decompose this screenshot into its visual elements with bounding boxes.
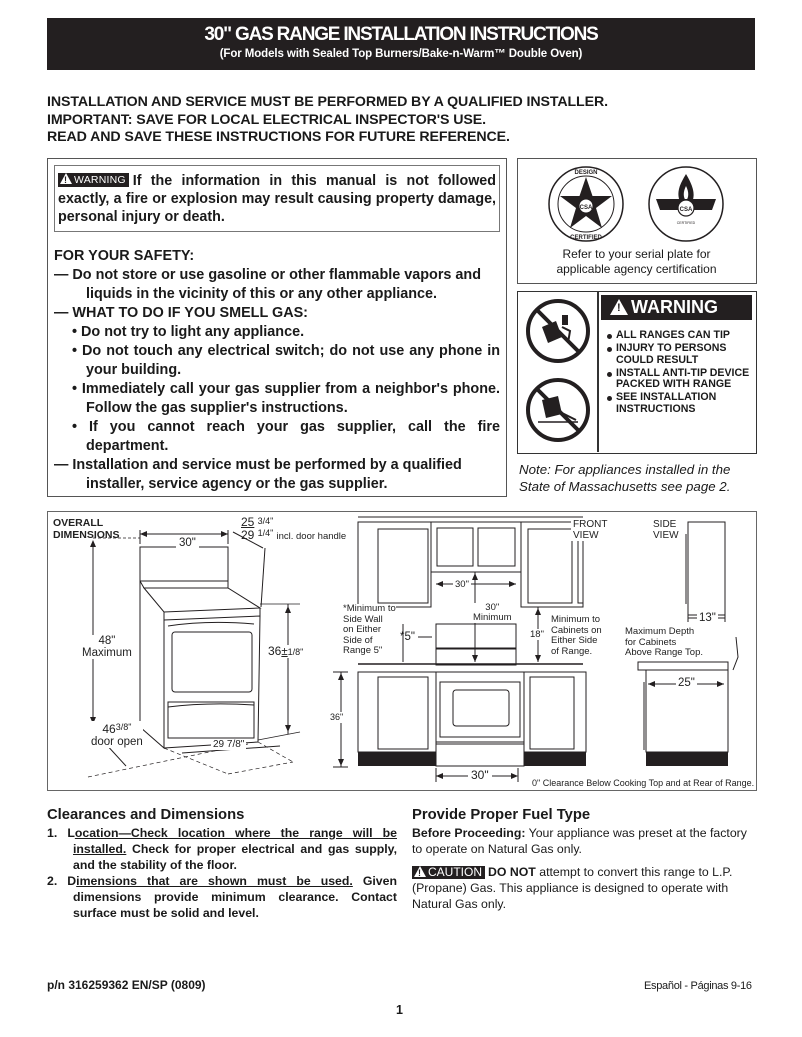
intro-line: IMPORTANT: SAVE FOR LOCAL ELECTRICAL INSPECTOR'S USE. <box>47 111 486 128</box>
vertical-clearance: 18" <box>530 629 544 640</box>
warning-badge <box>58 173 129 187</box>
tip-warning-item: INSTALL ANTI-TIP DEVICE PACKED WITH RANGE <box>606 368 756 391</box>
document-subtitle: (For Models with Sealed Top Burners/Bake-n-Warm™ Double Oven) <box>219 48 583 60</box>
warning-triangle-icon <box>610 299 628 315</box>
tip-warning-item: SEE INSTALLATION INSTRUCTIONS <box>606 392 756 415</box>
divider <box>597 292 599 452</box>
svg-text:CERTIFIED: CERTIFIED <box>676 221 696 225</box>
warning-triangle-icon <box>414 866 426 877</box>
section-title: Clearances and Dimensions <box>47 807 245 823</box>
intro-notice <box>47 94 755 147</box>
gas-bullet: • If you cannot reach your gas supplier, call the fire department. <box>72 419 500 454</box>
csa-flame-logo <box>646 164 726 244</box>
max-depth-note: Maximum Depth for Cabinets Above Range Top. <box>625 626 703 658</box>
fuel-type-section <box>412 806 757 919</box>
document-title: 30" GAS RANGE INSTALLATION INSTRUCTIONS <box>204 24 598 45</box>
warning-text: If the information in this manual is not followed exactly, a fire or explosion may result causing property damage, personal injury or death. <box>58 173 496 225</box>
safety-box <box>47 158 507 497</box>
svg-text:DESIGN: DESIGN <box>574 170 598 176</box>
max-height-dimension: 48" Maximum <box>82 635 132 659</box>
gas-bullet: • Do not touch any electrical switch; do not use any phone in your building. <box>72 343 500 378</box>
part-number: p/n 316259362 EN/SP (0809) <box>47 978 206 992</box>
clearance-item: 2. Dimensions that are shown must be used. Given dimensions provide minimum clearance. Contact surface must be solid and level. <box>47 874 397 920</box>
caution-badge: !CAUTION <box>412 866 485 879</box>
certification-box <box>517 158 757 284</box>
base-cabinet-height: 36" <box>330 712 344 722</box>
clearances-section <box>47 806 397 921</box>
clearances-list <box>47 825 397 921</box>
intro-line: INSTALLATION AND SERVICE MUST BE PERFORMED BY A QUALIFIED INSTALLER. <box>47 94 608 110</box>
door-open-dimension: $46^{3/8"}$ door open <box>91 722 143 748</box>
side-view-label: SIDE VIEW <box>653 519 679 541</box>
safety-instructions <box>54 247 500 494</box>
certification-caption <box>518 247 755 277</box>
front-view-label: FRONT VIEW <box>573 519 608 541</box>
caution-text: !CAUTION DO NOT attempt to convert this range to L.P. (Propane) Gas. This appliance is designed to operate with Natural Gas only. <box>412 864 757 912</box>
anti-tip-warning <box>517 291 757 454</box>
warning-callout <box>54 165 500 232</box>
floor-depth-dimension: 29 7/8" <box>213 739 245 750</box>
spanish-pages-note: Español - Páginas 9-16 <box>644 980 752 992</box>
tip-warning-list <box>606 330 756 417</box>
safety-item: — Installation and service must be performed by a qualified installer, service agency or the gas supplier. <box>54 457 462 492</box>
depth-dimension: 25 3/4" <box>241 515 274 529</box>
range-width: 30" <box>468 769 492 781</box>
title-banner <box>47 18 755 70</box>
tipping-range-prohibited-icon <box>524 297 592 365</box>
tip-warning-item: INJURY TO PERSONS COULD RESULT <box>606 343 756 366</box>
svg-text:CERTIFIED: CERTIFIED <box>570 235 602 241</box>
before-proceeding-text: Before Proceeding: Your appliance was preset at the factory to operate on Natural Gas only. <box>412 826 747 856</box>
side-wall-clearance: *5" <box>400 631 415 643</box>
massachusetts-note: Note: For appliances installed in the State of Massachusetts see page 2. <box>519 462 731 494</box>
counter-height-dimension: 36±1/8" <box>268 644 304 658</box>
cabinet-height-clearance: 30" Minimum <box>473 602 512 623</box>
caption-line: applicable agency certification <box>556 262 717 276</box>
tip-warning-item: ALL RANGES CAN TIP <box>606 330 756 342</box>
warning-badge-label: WARNING <box>74 174 126 186</box>
safety-heading: FOR YOUR SAFETY: <box>54 248 195 264</box>
depth-with-handle-dimension: 29 $^{1/4"}$ incl. door handle <box>241 528 347 542</box>
cabinet-clearance-note: Minimum to Cabinets on Either Side of Range. <box>551 614 602 657</box>
width-dimension: 30" <box>176 537 199 549</box>
svg-text:CSA: CSA <box>679 207 693 213</box>
intro-line: READ AND SAVE THESE INSTRUCTIONS FOR FUTURE REFERENCE. <box>47 129 510 145</box>
svg-text:CSA: CSA <box>579 205 593 211</box>
tip-warning-label: WARNING <box>631 297 718 317</box>
upper-cabinet-depth: 13" <box>699 612 716 624</box>
cabinet-opening-width: 30" <box>455 579 469 590</box>
counter-depth: 25" <box>678 677 695 689</box>
gas-bullet: • Immediately call your gas supplier from a neighbor's phone. Follow the gas supplier's instructions. <box>72 381 500 416</box>
gas-bullet: • Do not try to light any appliance. <box>72 324 305 340</box>
zero-clearance-note: 0" Clearance Below Cooking Top and at Rear of Range. <box>532 778 755 788</box>
section-title: Provide Proper Fuel Type <box>412 807 591 823</box>
caption-line: Refer to your serial plate for <box>562 247 711 261</box>
warning-triangle-icon <box>60 173 72 184</box>
tip-warning-heading <box>601 295 752 320</box>
overall-dimensions-title: OVERALL DIMENSIONS <box>53 517 120 541</box>
clearance-item: 1. Location—Check location where the range will be installed. Check for proper electrical and gas supply, and the stability of the floor. <box>47 826 397 872</box>
dimensions-diagram <box>47 511 757 791</box>
design-certified-logo <box>546 164 626 244</box>
page-number: 1 <box>396 1003 403 1017</box>
side-wall-note: *Minimum to Side Wall on Either Side of Range 5" <box>343 603 396 656</box>
safety-item: — WHAT TO DO IF YOU SMELL GAS: <box>54 305 308 321</box>
crushed-person-prohibited-icon <box>524 376 592 444</box>
safety-item: — Do not store or use gasoline or other flammable vapors and liquids in the vicinity of this or any other appliance. <box>54 267 482 302</box>
